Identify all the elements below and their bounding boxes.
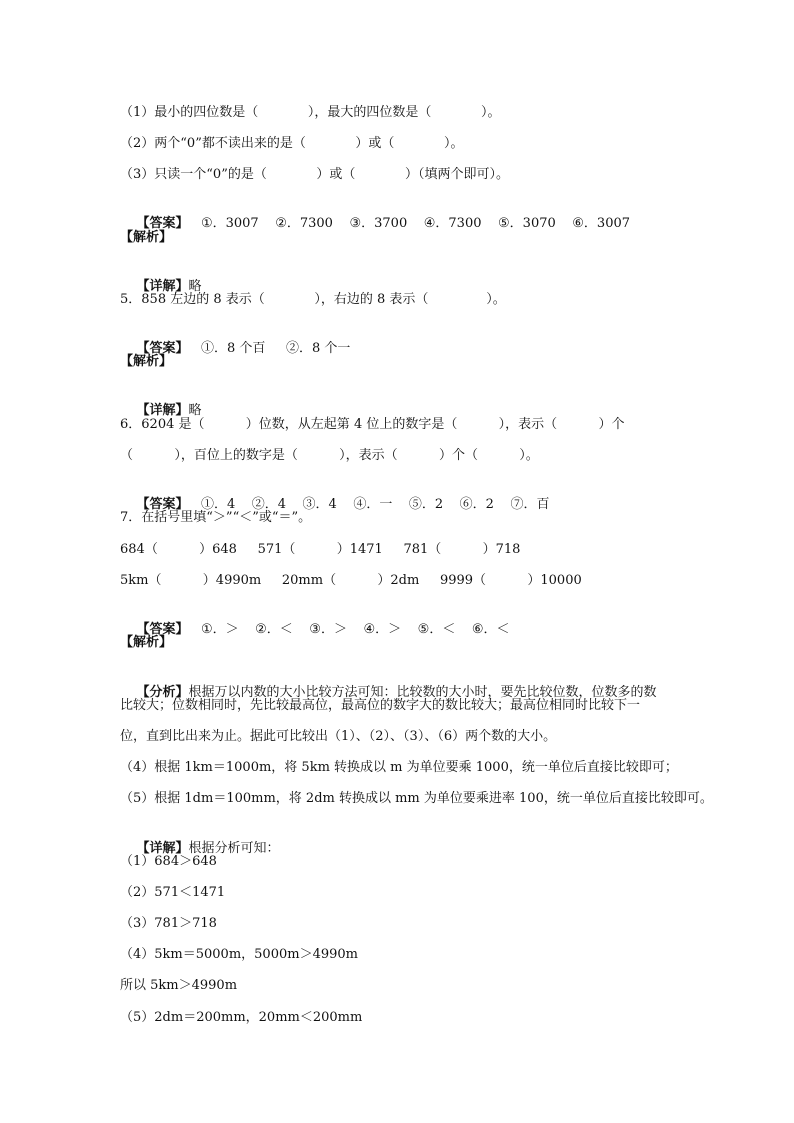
question-6-line-2: （ ），百位上的数字是（ ），表示（ ）个（ ）。 bbox=[120, 448, 539, 463]
answer-tag: 【答案】 bbox=[136, 341, 189, 356]
detail-tag: 【详解】 bbox=[136, 403, 189, 418]
detail-body: 根据分析可知： bbox=[188, 841, 280, 856]
answer-body: ①．＞ ②．＜ ③．＞ ④．＞ ⑤．＜ ⑥．＜ bbox=[188, 622, 510, 637]
result-3: （3）781＞718 bbox=[120, 916, 217, 931]
result-1: （1）684＞648 bbox=[120, 854, 217, 869]
analysis-line-5: （5）根据 1dm＝100mm，将 2dm 转换成以 mm 为单位要乘进率 100，统一单位后直接比较即可。 bbox=[120, 791, 713, 806]
question-4-part-2: （2）两个“0”都不读出来的是（ ）或（ ）。 bbox=[120, 136, 464, 151]
question-6-line-1: 6．6204 是（ ）位数，从左起第 4 位上的数字是（ ），表示（ ）个 bbox=[120, 417, 625, 432]
answer-body: ①．3007 ②．7300 ③．3700 ④．7300 ⑤．3070 ⑥．3007 bbox=[188, 216, 631, 231]
analysis-label: 【分析】 bbox=[136, 685, 189, 700]
analysis-line-2: 比较大；位数相同时，先比较最高位，最高位的数字大的数比较大；最高位相同时比较下一 bbox=[120, 698, 641, 713]
question-5: 5．858 左边的 8 表示（ ），右边的 8 表示（ ）。 bbox=[120, 292, 506, 307]
answer-tag: 【答案】 bbox=[136, 497, 189, 512]
result-4: （4）5km＝5000m，5000m＞4990m bbox=[120, 947, 358, 962]
answer-body: ①．8 个百 ②．8 个一 bbox=[188, 341, 351, 356]
detail-body: 略 bbox=[188, 403, 202, 418]
question-7-row-1: 684（ ）648 571（ ）1471 781（ ）718 bbox=[120, 542, 521, 557]
detail-body: 略 bbox=[188, 279, 202, 294]
answer-tag: 【答案】 bbox=[136, 622, 189, 637]
question-4-part-1: （1）最小的四位数是（ ），最大的四位数是（ ）。 bbox=[120, 105, 501, 120]
answer-row-4 bbox=[120, 603, 510, 657]
detail-tag: 【详解】 bbox=[136, 279, 189, 294]
analysis-text: 根据万以内数的大小比较方法可知：比较数的大小时，要先比较位数，位数多的数 bbox=[188, 685, 657, 700]
detail-tag: 【详解】 bbox=[136, 841, 189, 856]
question-7: 7．在括号里填“＞”“＜”或“＝”。 bbox=[120, 510, 312, 525]
analysis-tag: 【解析】 bbox=[120, 354, 173, 369]
result-5: （5）2dm＝200mm，20mm＜200mm bbox=[120, 1010, 363, 1025]
result-4-conclusion: 所以 5km＞4990m bbox=[120, 978, 238, 993]
question-7-row-2: 5km（ ）4990m 20mm（ ）2dm 9999（ ）10000 bbox=[120, 573, 582, 588]
answer-tag: 【答案】 bbox=[136, 216, 189, 231]
result-2: （2）571＜1471 bbox=[120, 885, 226, 900]
question-4-part-3: （3）只读一个“0”的是（ ）或（ ）（填两个即可）。 bbox=[120, 167, 510, 182]
answer-body: ①．4 ②．4 ③．4 ④．一 ⑤．2 ⑥．2 ⑦．百 bbox=[188, 497, 550, 512]
analysis-tag: 【解析】 bbox=[120, 635, 173, 650]
answer-row-1 bbox=[120, 197, 630, 251]
analysis-tag: 【解析】 bbox=[120, 230, 173, 245]
analysis-line-3: 位，直到比出来为止。据此可比较出（1）、（2）、（3）、（6）两个数的大小。 bbox=[120, 729, 557, 744]
analysis-line-4: （4）根据 1km＝1000m，将 5km 转换成以 m 为单位要乘 1000，统一单位后直接比较即可； bbox=[120, 760, 678, 775]
